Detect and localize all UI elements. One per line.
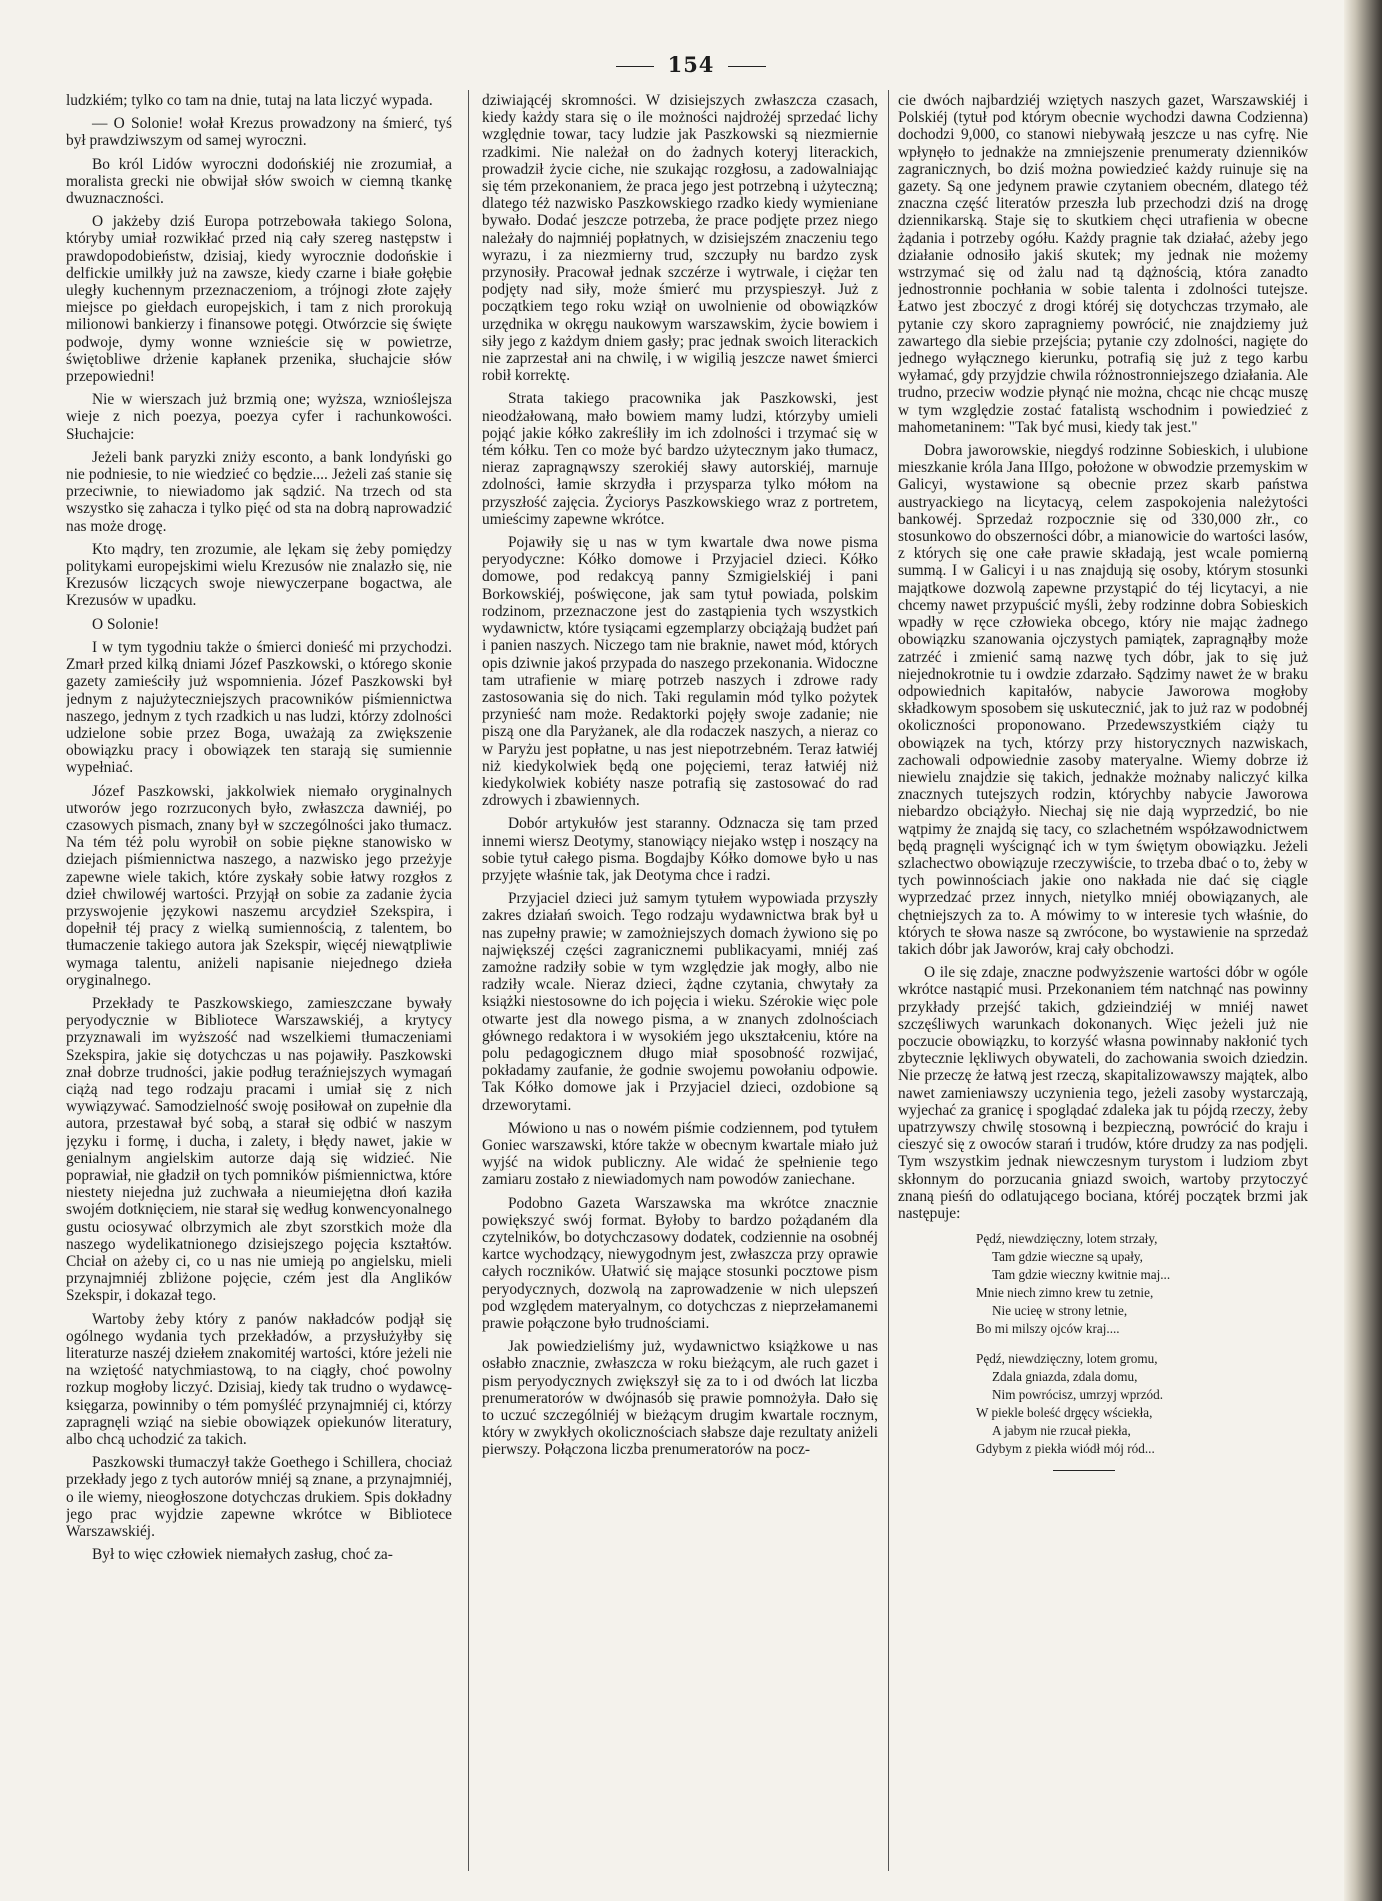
paragraph: cie dwóch najbardziéj wziętych naszych gazet, Warszawskiéj i Polskiéj (tytuł pod którym obecnie wychodzi dawna Codzienna) dochodzi 9,000, co stanowi niebywałą jeszcze u nas cyfrę. Nie wpłynęło to jednakże na zmniejszenie prenumeraty dzienników zagranicznych, bo dziś można powiedzieć każdy ruinuje się na gazety. Są one jedynem prawie czytaniem obecném, dlatego téż znaczna część literatów przeszła lub przechodzi dziś na drogę dziennikarską. Staje się to skutkiem chęci utrafienia w obecne żądania i potrzeby ogółu. Każdy pragnie tak działać, ażeby jego działanie odnosiło jakiś skutek; my jednak nie możemy wstrzymać się od żalu nad tą dążnością, która zanadto jednostronnie pochłania w sobie talenta i zdolności tutejsze. Łatwo jest zboczyć z drogi któréj się dotychczas trzymało, ale pytanie czy skoro zapragniemy powrócić, nie znajdziemy już zawartego dla siebie przejścia; pytanie czy zdolności, nagięte do jednego wyłącznego kierunku, potrafią się już z tego karbu wyłamać, gdy przyjdzie chwila różnostronniejszego działania. Ale trudno, przeciw wodzie płynąć nie można, chcąc nie chcąc muszę w tym względzie zostać fatalistą wschodnim i powiedzieć z mahometaninem: "Tak być musi, kiedy tak jest." [898,92,1308,436]
column-divider-2 [888,90,889,1871]
poem-line: Zdala gniazda, zdala domu, [992,1369,1138,1385]
paragraph: Nie w wierszach już brzmią one; wyższa, wznioślejsza wieje z nich poezya, poezya cyfer i rachunkowości. Słuchajcie: [66,391,452,443]
paragraph: Jak powiedzieliśmy już, wydawnictwo książkowe u nas osłabło znacznie, zwłaszcza w roku bieżącym, ale ruch gazet i pism peryodycznych zwiększył się za to i od dwóch lat liczba prenumeratorów w dwójnasób się prawie pomnożyła. Dało się to uczuć szczególniéj w bieżącym drugim kwartale rocznym, który w zwykłych okolicznościach słabsze daje rezultaty aniżeli pierwszy. Połączona liczba prenumeratorów na pocz- [482,1338,878,1459]
paragraph: Józef Paszkowski, jakkolwiek niemało oryginalnych utworów jego rozrzuconych było, zwłaszcza dawniéj, po czasowych pismach, znany był w szczególności jako tłumacz. Na tém téż polu wyrobił on sobie piękne stanowisko w dziejach piśmiennictwa naszego, a nazwisko jego przeżyje zapewne wiele takich, które zyskały sobie łatwy rozgłos z dzieł chwilowéj wartości. Przyjął on sobie za zadanie życia przyswojenie językowi naszemu arcydzieł Szekspira, i dopełnił téj pracy z wielką sumiennością, z talentem, bo tłumaczenie takiego autora jak Szekspir, więcéj niewątpliwie wymaga talentu, aniżeli napisanie niejednego dzieła oryginalnego. [66,782,452,989]
page-number: 154 [667,52,715,77]
poem-line: Nim powrócisz, umrzyj wprzód. [992,1387,1164,1403]
paragraph: Mówiono u nas o nowém piśmie codziennem, pod tytułem Goniec warszawski, które także w obecnym kwartale miało już wyjść na widok publiczny. Ale widać że spełnienie tego zamiaru zostało z niewiadomych nam powodów zaniechane. [482,1119,878,1189]
column-divider-1 [468,90,469,1871]
paragraph: dziwiającéj skromności. W dzisiejszych zwłaszcza czasach, kiedy każdy stara się o ile możności najdrożéj sprzedać lichy względnie towar, tacy ludzie jak Paszkowski są niezmiernie rzadkimi. Nie należał on do żadnych koteryj literackich, prowadził życie ciche, nie szukając rozgłosu, a zadowalniając się tém przekonaniem, że praca jego jest potrzebną i użyteczną; dlatego téż nazwisko Paszkowskiego rzadko kiedy wymieniane bywało. Dodać jeszcze potrzeba, że prace podjęte przez niego należały do najmniéj popłatnych, w dzisiejszém znaczeniu tego wyrazu, i za niezmierny trud, szczupły nu bardzo zysk przynosiły. Pracował jednak szczérze i wytrwale, i ciężar ten podjęty nad siły, może śmierć mu przyspieszył. Już z początkiem tego roku wziął on uwolnienie od obowiązków urzędnika w okręgu naukowym warszawskim, życie bowiem i siły jego z każdym dniem gasły; prac jednak swoich literackich nie zaprzestał ani na chwilę, i w wigilią jeszcze nawet śmierci robił korrektę. [482,92,878,385]
poem-line: W piekle boleść drgęcy wściekła, [976,1405,1153,1421]
page-number-header [0,52,1382,77]
poem-line: Pędź, niewdzięczny, lotem strzały, [976,1231,1158,1247]
end-rule [1053,1470,1115,1471]
paragraph: ludzkiém; tylko co tam na dnie, tutaj na lata liczyć wypada. [66,92,433,109]
text-column-3 [898,92,1308,1873]
paragraph: Strata takiego pracownika jak Paszkowski, jest nieodżałowaną, mało bowiem mamy ludzi, którzyby umieli pojąć jakie kółko zakreśliły im ich zdolności i trzymać się w tém kółku. Ten co może być bardzo użytecznym jako tłumacz, nieraz zapragnąwszy szerokiéj sławy autorskiéj, marnuje zdolności, łamie skrzydła i przysparza tylko mółom na przyszłość zajęcia. Życiorys Paszkowskiego wraz z portretem, umieścimy zapewne wkrótce. [482,390,878,528]
poem-line: Mnie niech zimno krew tu zetnie, [976,1285,1154,1301]
paragraph: O jakżeby dziś Europa potrzebowała takiego Solona, któryby umiał rozwikłać przed nią cały szereg następstw i prawdopodobieństw, dzisiaj, kiedy wyrocznie dodońskie i delfickie umilkły już na zawsze, kiedy czarne i białe gołębie uległy kuchennym przeznaczeniom, a trójnogi złote zajęły miejsce po giełdach europejskich, i tam z nich prorokują milionowi bankierzy i finansowe potęgi. Otwórzcie się święte podwoje, dymy wonne wznieście się w powietrze, świętobliwe drżenie kapłanek przenika, słuchajcie słów przepowiedni! [66,213,452,386]
header-rule-right [728,66,766,67]
paragraph: Bo król Lidów wyroczni dodońskiéj nie zrozumiał, a moralista grecki nie obwijał słów swoich w ciemną tkankę dwuznaczności. [66,155,452,208]
paragraph: Jeżeli bank paryzki zniży esconto, a bank londyński go nie podniesie, to nie wiedzieć co będzie.... Jeżeli zaś stanie się przeciwnie, to niewiadomo jak sądzić. Na trzech od sta wszystko się zahacza i tylko pięć od sta na dobrą naprowadzić nas może drogę. [66,448,452,535]
poem-line: Nie ucieę w strony letnie, [992,1303,1128,1319]
paragraph: Przekłady te Paszkowskiego, zamieszczane bywały peryodycznie w Bibliotece Warszawskiéj, a krytycy przyznawali im wyższość nad wszelkiemi tłumaczeniami Szekspira, jakie się dotychczas u nas pojawiły. Paszkowski znał dobrze trudności, jakie podług teraźniejszych wymagań ciążą nad tego rodzaju pracami i umiał się z nich wywiązywać. Samodzielność swoję posiłował on zupełnie dla autora, przestawał być sobą, a starał się odbić w naszym języku i formę, i ducha, i zalety, i błędy nawet, jakie w genialnym angielskim autorze dają się widzieć. Nie poprawiał, nie gładził on tych pomników piśmiennictwa, które niestety niejedna już zuchwała a nieumiejętna dłoń kaziła swojém dotknięciem, nie starał się według konwencyonalnego gustu ociosywać olbrzymich ale zbyt szorstkich może dla naszego wydelikatnionego dzisiejszego pojęcia kształtów. Chciał on ażeby ci, co u nas nie umieją po angielsku, mieli przynajmniéj zbliżone pojęcie, czém jest dla Anglików Szekspir, i dokazał tego. [66,994,452,1305]
poem-line: Gdybym z piekła wiódł mój ród... [976,1441,1155,1457]
paragraph: Przyjaciel dzieci już samym tytułem wypowiada przyszły zakres działań swoich. Tego rodzaju wydawnictwa brak był u nas zupełny prawie; w zamożniejszych domach żywiono się po największéj części zagranicznemi publikacyami, mniéj zaś zamożne radziły sobie w tym względzie jak mogły, albo nie radziły wcale. Nieraz dzieci, żądne czytania, chwytały za książki niestosowne do ich pojęcia i wieku. Szérokie więc pole otwarte jest dla nowego pisma, a w znanych zdolnościach głównego redaktora i w wysokiém jego ukształceniu, które na polu pedagogicznem długo miał sposobność rozwijać, pokładamy zaufanie, że godnie swojemu powołaniu odpowie. Tak Kółko domowe jak i Przyjaciel dzieci, ozdobione są drzeworytami. [482,890,878,1114]
paragraph: Dobra jaworowskie, niegdyś rodzinne Sobieskich, i ulubione mieszkanie króla Jana IIIgo, położone w obwodzie przemyskim w Galicyi, wystawione są obecnie przez skarb państwa austryackiego na licytacyą, celem zaspokojenia należytości bankowéj. Sprzedaż rozpocznie się od 330,000 złr., co stosunkowo do obszerności dóbr, a mianowicie do wartości lasów, z których się one całe prawie składają, jest wcale pomierną summą. I w Galicyi i u nas znajdują się osoby, którym stosunki majątkowe dozwolą zapewne przystąpić do téj licytacyi, a nie chcemy nawet przypuścić myśli, żeby rodzinne dobra Sobieskich wpadły w ręce człowieka obcego, który nie mając żadnego obowiązku szanowania ojczystych pamiątek, zapragnąłby może zatrzéć i zmienić samą nazwę tych dóbr, jak to się już niejednokrotnie tu i owdzie zdarzało. Sądzimy nawet że w braku odpowiednich kapitałów, nabycie Jaworowa mogłoby składkowym sposobem się uskutecznić, jak to już raz w podobnéj okoliczności proponowano. Przedewszystkiém ciąży tu obowiązek na tych, którzy przy historycznych nazwiskach, zachowali odpowiednie zasoby materyalne. Wiemy dobrze iż niewielu znajdzie się takich, jednakże możnaby naliczyć kilka znacznych tutejszych rodzin, którychby nabycie Jaworowa niebardzo obciążyło. Niechaj się nie dają wyprzedzić, bo nie wątpimy że znajdą się tacy, co szlachetném współzawodnictwem będą pragnęli wyścignąć ich w tym świętym obowiązku. Jeżeli szlachectwo obowiązuje rzeczywiście, to trzeba dbać o to, żeby w tych powinnościach jakie ono nakłada nie dać się ciągle wyprzedzać przez innych, nietylko mniéj obowiązanych, ale chętniejszych za to. A mówimy to w interesie tych właśnie, do których te słowa nasze są zwrócone, bo wystawienie na sprzedaż takich dóbr jak Jaworów, kraj cały obchodzi. [898,442,1308,958]
header-rule-left [616,66,654,67]
paragraph: Kto mądry, ten zrozumie, ale lękam się żeby pomiędzy politykami europejskimi wielu Krezusów nie znalazło się, nie Krezusów liczących swoje niewyczerpane bogactwa, ale Krezusów w upadku. [66,540,452,610]
paragraph: O Solonie! [92,615,160,633]
paragraph: Wartoby żeby który z panów nakładców podjął się ogólnego wydania tych przekładów, a przysłużyłby się literaturze naszéj dziełem znakomitéj wartości, które jeżeli nie na wziętość natychmiastową, to na ciągły, choć powolny rozkup mogłoby liczyć. Dzisiaj, kiedy tak trudno o wydawcę-księgarza, powinniby o tém pomyśléć przynajmniéj ci, którzy zapragnęli wziąć na siebie obowiązek opiekunów literatury, albo chcą uchodzić za takich. [66,1310,452,1449]
text-column-1 [66,92,452,1873]
text-column-2 [482,92,878,1873]
paragraph: O ile się zdaje, znaczne podwyższenie wartości dóbr w ogóle wkrótce nastąpić musi. Przekonaniem tém natchnąć nas powinny przykłady przejść takich, gdzieindziéj w mniéj nawet szczęśliwych warunkach dokonanych. Więc jeżeli już nie poczucie obowiązku, to korzyść własna powinnaby nakłonić tych zbytecznie lękliwych obywateli, do zachowania swoich dziedzin. Nie przeczę że łatwą jest rzeczą, skapitalizowawszy majątek, albo nawet zamieniawszy uczynienia tego, jeżeli zasoby wystarczają, wyjechać za granicę i spoglądać zdaleka jak tu pójdą rzeczy, żeby upatrzywszy chwilę stosowną i bezpieczną, powrócić do kraju i cieszyć się z owoców starań i trudów, które drudzy za nas podjęli. Tym wszystkim jednak niewczesnym turystom i ludziom zbyt skłonnym do porzucania gniazd swoich, wartoby przytoczyć znaną pieśń do odlatującego bociana, któréj początek brzmi jak następuje: [898,964,1308,1222]
paragraph: Paszkowski tłumaczył także Goethego i Schillera, chociaż przekłady jego z tych autorów mniéj są znane, a przynajmniéj, o ile wiemy, nieogłoszone dotychczas drukiem. Spis dokładny jego prac wyjdzie zapewne wkrótce w Bibliotece Warszawskiéj. [66,1454,452,1541]
poem [976,1230,1308,1458]
paragraph: I w tym tygodniu także o śmierci donieść mi przychodzi. Zmarł przed kilką dniami Józef Paszkowski, o którego skonie gazety zamieściły już wspomnienia. Józef Paszkowski był jednym z najużyteczniejszych pracowników piśmiennictwa naszego, jednym z tych rzadkich u nas ludzi, którzy zdolności udzielone sobie przez Boga, uważają za zwiększenie obowiązku pracy i obowiązek ten starają się sumiennie wypełniać. [66,638,452,777]
poem-line: Tam gdzie wieczny kwitnie maj... [992,1267,1171,1283]
paragraph: Podobno Gazeta Warszawska ma wkrótce znacznie powiększyć swój format. Byłoby to bardzo pożądaném dla czytelników, bo dotychczasowy dodatek, codziennie na osobnéj kartce wychodzący, niewygodnym jest, zwłaszcza przy oprawie całych roczników. Ułatwić się mające stosunki pocztowe pism peryodycznych, dozwolą na zaprowadzenie w nich ulepszeń pod względem materyalnym, co dotychczas z nieprzełamanemi prawie połączone było trudnościami. [482,1194,878,1333]
poem-line: Bo mi milszy ojców kraj.... [976,1321,1120,1337]
page-edge-shadow [1344,0,1382,1901]
paragraph: — O Solonie! wołał Krezus prowadzony na śmierć, tyś był prawdziwszym od samej wyroczni. [66,115,452,150]
paragraph: Był to więc człowiek niemałych zasług, choć za- [92,1546,393,1564]
poem-line: Tam gdzie wieczne są upały, [992,1249,1143,1265]
poem-line: Pędź, niewdzięczny, lotem gromu, [976,1351,1158,1367]
paragraph: Pojawiły się u nas w tym kwartale dwa nowe pisma peryodyczne: Kółko domowe i Przyjaciel dzieci. Kółko domowe, pod redakcyą panny Szmigielskiéj i pani Borkowskiéj, poświęcone, jak sam tytuł powiada, polskim rodzinom, przeznaczone jest do zastąpienia tych wszystkich wydawnictw, które tysiącami egzemplarzy obciążają budżet pań i panien naszych. Niczego tam nie braknie, nawet mód, których opis dziwnie jakoś przypada do naszego przekonania. Widoczne tam utrafienie w miarę potrzeb naszych i zdrowe rady zastosowania się do nich. Taki regulamin mód tylko pożytek przynieść nam może. Redaktorki pojęły swoje zadanie; nie piszą one dla Paryżanek, ale dla rodaczek naszych, a nieraz co w Paryżu jest popłatne, u nas jest niepotrzebném. Teraz łatwiéj niż kiedykolwiek będą one pojęciemi, teraz łatwiéj niż kiedykolwiek kobiéty nasze potrafią się zastosować do rad zdrowych i zbawiennych. [482,534,878,810]
poem-stanza [976,1230,1308,1338]
poem-stanza [976,1350,1308,1458]
poem-line: A jabym nie rzucał piekła, [992,1423,1131,1439]
paragraph: Dobór artykułów jest staranny. Odznacza się tam przed innemi wiersz Deotymy, stanowiący niejako wstęp i noszący na sobie tytuł całego pisma. Bogdajby Kółko domowe było u nas przyjęte właśnie tak, jak Deotyma chce i radzi. [482,815,878,884]
